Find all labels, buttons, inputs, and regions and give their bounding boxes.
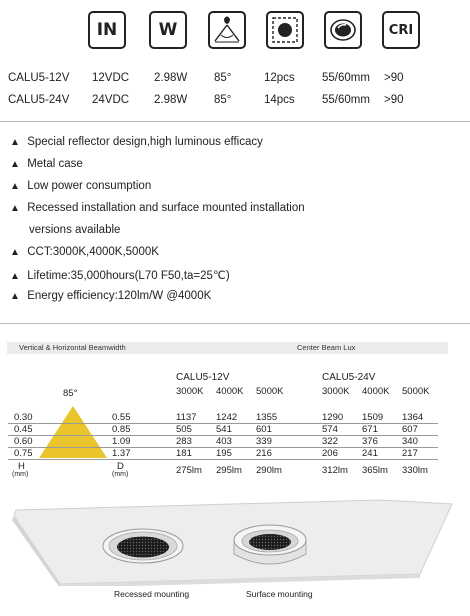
- spec-model: CALU5-24V: [8, 94, 70, 106]
- h-value: 0.45: [14, 424, 33, 435]
- cct-header: 3000K: [176, 386, 204, 397]
- spec-voltage: 24VDC: [92, 94, 130, 106]
- lumen-cell: 290lm: [256, 465, 282, 476]
- divider: [0, 323, 470, 324]
- divider: [0, 121, 470, 122]
- lux-cell: 403: [216, 436, 232, 447]
- cri-icon: [382, 11, 420, 49]
- lux-cell: 607: [402, 424, 418, 435]
- h-value: 0.60: [14, 436, 33, 447]
- cct-header: 4000K: [362, 386, 390, 397]
- mounting-illustration: [0, 496, 470, 586]
- lux-cell: 195: [216, 448, 232, 459]
- lumen-cell: 312lm: [322, 465, 348, 476]
- lux-cell: 283: [176, 436, 192, 447]
- light-source-icon: [324, 11, 362, 49]
- center-lux-title: Center Beam Lux: [297, 343, 356, 352]
- table-row-line: [8, 459, 438, 460]
- lux-cell: 1355: [256, 412, 278, 423]
- d-value: 0.85: [112, 424, 131, 435]
- feature-item: ▲ Recessed installation and surface mounted installation: [10, 202, 305, 214]
- h-label: H: [18, 461, 25, 472]
- lux-cell: 340: [402, 436, 418, 447]
- spec-model: CALU5-12V: [8, 72, 70, 84]
- lux-cell: 241: [362, 448, 378, 459]
- lux-cell: 1137: [176, 412, 197, 423]
- bullet-triangle-icon: ▲: [10, 291, 20, 302]
- spec-power: 2.98W: [154, 72, 188, 84]
- spec-power: 2.98W: [154, 94, 188, 106]
- spec-angle: 85°: [214, 72, 232, 84]
- d-label: D: [117, 461, 124, 472]
- lux-cell: 181: [176, 448, 192, 459]
- lumen-cell: 330lm: [402, 465, 428, 476]
- lux-cell: 541: [216, 424, 232, 435]
- beam-cone-diagram: [35, 404, 115, 460]
- lumen-cell: 365lm: [362, 465, 388, 476]
- d-value: 0.55: [112, 412, 131, 423]
- input-icon: [88, 11, 126, 49]
- spec-pcs: 14pcs: [264, 94, 295, 106]
- cct-header: 5000K: [402, 386, 430, 397]
- lux-cell: 1290: [322, 412, 344, 423]
- feature-item-continued: versions available: [29, 224, 121, 236]
- recessed-mounting-caption: Recessed mounting: [114, 589, 190, 599]
- lux-cell: 216: [256, 448, 272, 459]
- beam-angle-label: 85°: [63, 388, 78, 399]
- bullet-triangle-icon: ▲: [10, 203, 20, 214]
- lux-cell: 206: [322, 448, 338, 459]
- h-value: 0.75: [14, 448, 33, 459]
- lux-cell: 505: [176, 424, 192, 435]
- h-unit: (mm): [12, 471, 29, 478]
- lumen-cell: 295lm: [216, 465, 242, 476]
- wattage-icon-label: W: [158, 20, 178, 40]
- spec-row-12v: [0, 72, 470, 88]
- group-24v-title: CALU5-24V: [322, 372, 376, 383]
- spec-cri: >90: [384, 94, 404, 106]
- feature-item: ▲ Special reflector design,high luminous efficacy: [10, 136, 263, 148]
- feature-item: ▲ CCT:3000K,4000K,5000K: [10, 246, 159, 258]
- cri-icon-label: CRI: [388, 22, 414, 38]
- bullet-triangle-icon: ▲: [10, 159, 20, 170]
- bullet-triangle-icon: ▲: [10, 271, 20, 282]
- lux-cell: 217: [402, 448, 418, 459]
- beam-angle-icon: [208, 11, 246, 49]
- d-value: 1.09: [112, 436, 131, 447]
- group-12v-title: CALU5-12V: [176, 372, 230, 383]
- lux-cell: 1242: [216, 412, 238, 423]
- spec-row-24v: [0, 94, 470, 110]
- lux-cell: 601: [256, 424, 272, 435]
- lux-cell: 671: [362, 424, 378, 435]
- bullet-triangle-icon: ▲: [10, 137, 20, 148]
- h-value: 0.30: [14, 412, 33, 423]
- wattage-icon: [149, 11, 187, 49]
- lux-cell: 322: [322, 436, 338, 447]
- beamwidth-title: Vertical & Horizontal Beamwidth: [19, 343, 126, 352]
- feature-item: ▲ Energy efficiency:120lm/W @4000K: [10, 290, 212, 302]
- cutout-size-icon: [266, 11, 304, 49]
- lux-cell: 574: [322, 424, 338, 435]
- feature-item: ▲ Low power consumption: [10, 180, 152, 192]
- beam-header-band: [7, 342, 448, 354]
- cct-header: 3000K: [322, 386, 350, 397]
- cct-header: 4000K: [216, 386, 244, 397]
- lux-cell: 376: [362, 436, 378, 447]
- surface-mounting-caption: Surface mounting: [246, 589, 313, 599]
- cct-header: 5000K: [256, 386, 284, 397]
- d-unit: (mm): [112, 471, 129, 478]
- spec-cri: >90: [384, 72, 404, 84]
- spec-size: 55/60mm: [322, 94, 370, 106]
- spec-voltage: 12VDC: [92, 72, 130, 84]
- spec-pcs: 12pcs: [264, 72, 295, 84]
- feature-item: ▲ Lifetime:35,000hours(L70 F50,ta=25℃): [10, 270, 230, 282]
- spec-size: 55/60mm: [322, 72, 370, 84]
- input-icon-label: IN: [96, 20, 118, 40]
- bullet-triangle-icon: ▲: [10, 247, 20, 258]
- feature-item: ▲ Metal case: [10, 158, 83, 170]
- lux-cell: 1509: [362, 412, 384, 423]
- d-value: 1.37: [112, 448, 131, 459]
- spec-angle: 85°: [214, 94, 232, 106]
- lumen-cell: 275lm: [176, 465, 202, 476]
- lux-cell: 1364: [402, 412, 424, 423]
- bullet-triangle-icon: ▲: [10, 181, 20, 192]
- lux-cell: 339: [256, 436, 272, 447]
